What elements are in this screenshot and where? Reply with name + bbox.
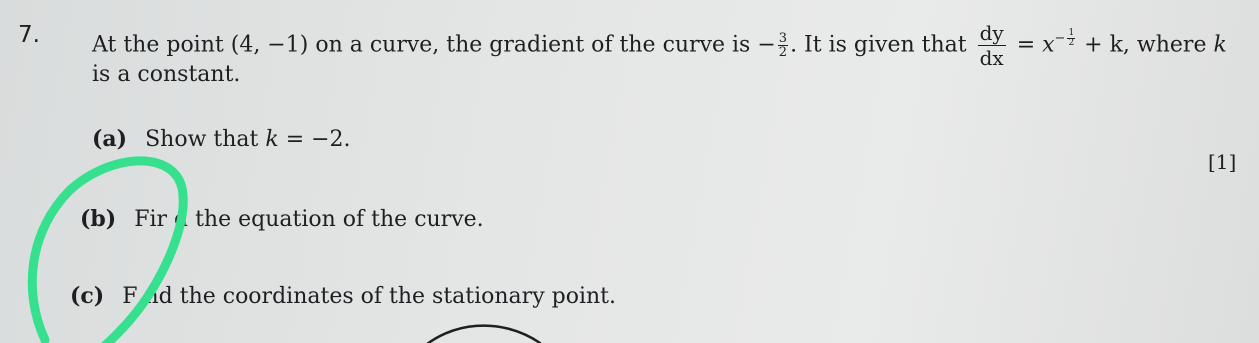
question-text-gradient: on a curve, the gradient of the curve is xyxy=(308,32,758,58)
point-coordinates: (4, −1) xyxy=(230,32,309,58)
marks-indicator: [1] xyxy=(1208,150,1237,174)
plus-k-text: + k, where xyxy=(1077,32,1214,58)
part-c-label: (c) xyxy=(70,283,105,309)
question-line-1 xyxy=(92,23,1227,68)
derivative-numerator: dy xyxy=(979,21,1004,45)
variable-k: k xyxy=(1213,32,1227,58)
exponent-numerator: 1 xyxy=(1068,27,1075,38)
derivative-fraction xyxy=(978,23,1006,68)
part-a-text: Show that xyxy=(145,127,266,152)
part-a-label: (a) xyxy=(92,126,128,152)
derivative-denominator: dx xyxy=(979,46,1004,70)
part-b-text: Fir d the equation of the curve. xyxy=(134,207,484,232)
green-highlighter-stroke xyxy=(32,161,183,343)
part-a-value: = −2. xyxy=(278,127,351,152)
part-a xyxy=(92,126,351,152)
equals-x: = x xyxy=(1009,32,1055,58)
part-b-label: (b) xyxy=(80,206,117,232)
part-c-text: F nd the coordinates of the stationary point. xyxy=(122,284,616,309)
exponent-sign: − xyxy=(1054,30,1066,46)
pen-arc xyxy=(420,326,540,343)
exponent xyxy=(1055,29,1078,48)
exponent-denominator: 2 xyxy=(1068,37,1075,48)
exponent-fraction xyxy=(1067,29,1075,48)
gradient-fraction xyxy=(778,32,788,59)
part-b xyxy=(80,206,484,232)
question-line-2: is a constant. xyxy=(92,62,241,87)
question-text-given: . It is given that xyxy=(790,32,974,58)
part-a-variable: k xyxy=(265,127,279,152)
gradient-sign: − xyxy=(757,32,776,58)
part-c xyxy=(70,283,616,309)
gradient-numerator: 3 xyxy=(778,31,788,46)
question-number: 7. xyxy=(18,22,40,48)
gradient-denominator: 2 xyxy=(778,45,788,60)
question-text-intro: At the point xyxy=(92,32,231,58)
